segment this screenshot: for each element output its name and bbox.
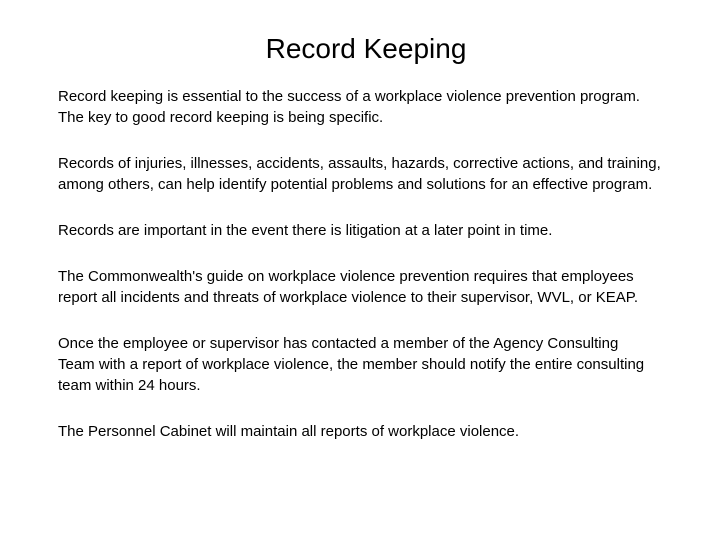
paragraph-consulting-team	[58, 333, 708, 396]
paragraph-line: report all incidents and threats of workplace violence to their supervisor, WVL, or KEAP.	[58, 289, 639, 306]
paragraph-personnel-cabinet	[58, 421, 708, 442]
paragraph-line: Once the employee or supervisor has contacted a member of the Agency Consulting	[58, 335, 619, 352]
paragraph-line: Records of injuries, illnesses, accidents, assaults, hazards, corrective actions, and training,	[58, 155, 661, 172]
paragraph-record-keeping-essential	[58, 86, 708, 128]
paragraph-line: Records are important in the event there is litigation at a later point in time.	[58, 222, 553, 239]
paragraph-commonwealth-guide	[58, 266, 708, 308]
paragraph-line: The Personnel Cabinet will maintain all reports of workplace violence.	[58, 423, 520, 440]
paragraph-line: among others, can help identify potential problems and solutions for an effective program.	[58, 176, 653, 193]
paragraph-line: Team with a report of workplace violence, the member should notify the entire consulting	[58, 356, 645, 373]
paragraph-records-of-injuries	[58, 153, 708, 195]
paragraph-line: team within 24 hours.	[58, 377, 201, 394]
paragraph-line: The key to good record keeping is being specific.	[58, 109, 384, 126]
paragraph-line: The Commonwealth's guide on workplace violence prevention requires that employees	[58, 268, 634, 285]
slide-title: Record Keeping	[265, 33, 467, 64]
slide-body	[58, 86, 708, 467]
paragraph-litigation	[58, 220, 708, 241]
paragraph-line: Record keeping is essential to the success of a workplace violence prevention program.	[58, 88, 640, 105]
